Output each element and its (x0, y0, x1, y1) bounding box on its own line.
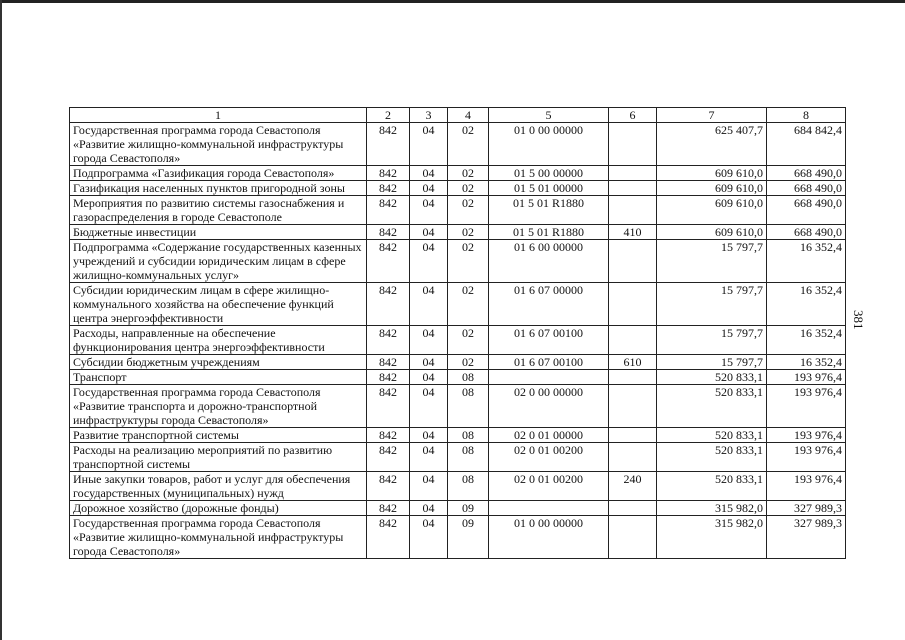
table-row (70, 240, 846, 283)
amount-col-8-cell: 16 352,4 (767, 326, 846, 355)
ministry-code-cell: 842 (367, 240, 410, 283)
expense-type-cell (609, 443, 657, 472)
amount-col-7-cell: 15 797,7 (657, 326, 767, 355)
target-article-cell: 02 0 01 00200 (489, 443, 609, 472)
amount-col-7-cell: 520 833,1 (657, 385, 767, 428)
item-name-cell: Газификация населенных пунктов пригородной зоны (70, 181, 367, 196)
ministry-code-cell: 842 (367, 166, 410, 181)
ministry-code-cell: 842 (367, 370, 410, 385)
item-name-cell: Подпрограмма «Содержание государственных казенных учреждений и субсидии юридическим лицам в сфере жилищно-коммунальных услуг» (70, 240, 367, 283)
amount-col-7-cell: 609 610,0 (657, 181, 767, 196)
ministry-code-cell: 842 (367, 326, 410, 355)
ministry-code-cell: 842 (367, 225, 410, 240)
item-name-cell: Расходы, направленные на обеспечение функционирования центра энергоэффективности (70, 326, 367, 355)
subsection-code-cell: 02 (448, 283, 489, 326)
table-row (70, 326, 846, 355)
table-row (70, 166, 846, 181)
table-row (70, 472, 846, 501)
header-col-4: 4 (448, 108, 489, 123)
subsection-code-cell: 02 (448, 240, 489, 283)
subsection-code-cell: 08 (448, 428, 489, 443)
table-row (70, 428, 846, 443)
item-name-cell: Субсидии юридическим лицам в сфере жилищно-коммунального хозяйства на обеспечение функций центра энергоэффективности (70, 283, 367, 326)
ministry-code-cell: 842 (367, 355, 410, 370)
table-row (70, 225, 846, 240)
expense-type-cell: 410 (609, 225, 657, 240)
amount-col-8-cell: 684 842,4 (767, 123, 846, 166)
section-code-cell: 04 (410, 355, 448, 370)
amount-col-7-cell: 315 982,0 (657, 516, 767, 559)
amount-col-8-cell: 193 976,4 (767, 443, 846, 472)
amount-col-8-cell: 668 490,0 (767, 166, 846, 181)
amount-col-8-cell: 668 490,0 (767, 225, 846, 240)
section-code-cell: 04 (410, 181, 448, 196)
ministry-code-cell: 842 (367, 196, 410, 225)
expense-type-cell (609, 370, 657, 385)
amount-col-8-cell: 16 352,4 (767, 283, 846, 326)
item-name-cell: Дорожное хозяйство (дорожные фонды) (70, 501, 367, 516)
ministry-code-cell: 842 (367, 501, 410, 516)
item-name-cell: Государственная программа города Севастополя «Развитие транспорта и дорожно-транспортной инфраструктуры города Севастополя» (70, 385, 367, 428)
expense-type-cell (609, 166, 657, 181)
item-name-cell: Развитие транспортной системы (70, 428, 367, 443)
header-col-8: 8 (767, 108, 846, 123)
target-article-cell: 01 5 01 00000 (489, 181, 609, 196)
amount-col-7-cell: 609 610,0 (657, 225, 767, 240)
amount-col-8-cell: 327 989,3 (767, 501, 846, 516)
expense-type-cell (609, 516, 657, 559)
expense-type-cell (609, 123, 657, 166)
subsection-code-cell: 02 (448, 181, 489, 196)
ministry-code-cell: 842 (367, 516, 410, 559)
item-name-cell: Иные закупки товаров, работ и услуг для обеспечения государственных (муниципальных) нужд (70, 472, 367, 501)
section-code-cell: 04 (410, 240, 448, 283)
ministry-code-cell: 842 (367, 428, 410, 443)
target-article-cell (489, 370, 609, 385)
amount-col-7-cell: 609 610,0 (657, 166, 767, 181)
section-code-cell: 04 (410, 225, 448, 240)
target-article-cell: 01 5 01 R1880 (489, 225, 609, 240)
amount-col-7-cell: 625 407,7 (657, 123, 767, 166)
target-article-cell: 01 0 00 00000 (489, 516, 609, 559)
subsection-code-cell: 02 (448, 225, 489, 240)
subsection-code-cell: 09 (448, 516, 489, 559)
expense-type-cell (609, 326, 657, 355)
amount-col-7-cell: 520 833,1 (657, 370, 767, 385)
expense-type-cell (609, 240, 657, 283)
target-article-cell: 01 0 00 00000 (489, 123, 609, 166)
item-name-cell: Расходы на реализацию мероприятий по развитию транспортной системы (70, 443, 367, 472)
amount-col-7-cell: 15 797,7 (657, 355, 767, 370)
section-code-cell: 04 (410, 428, 448, 443)
subsection-code-cell: 08 (448, 370, 489, 385)
section-code-cell: 04 (410, 166, 448, 181)
amount-col-7-cell: 15 797,7 (657, 283, 767, 326)
expense-type-cell (609, 501, 657, 516)
table-row (70, 501, 846, 516)
scan-border-top (0, 0, 905, 3)
amount-col-8-cell: 327 989,3 (767, 516, 846, 559)
section-code-cell: 04 (410, 472, 448, 501)
subsection-code-cell: 08 (448, 443, 489, 472)
expense-type-cell (609, 385, 657, 428)
header-col-6: 6 (609, 108, 657, 123)
table-row (70, 385, 846, 428)
table-body (70, 123, 846, 559)
section-code-cell: 04 (410, 385, 448, 428)
amount-col-7-cell: 315 982,0 (657, 501, 767, 516)
target-article-cell: 01 6 07 00100 (489, 355, 609, 370)
target-article-cell: 01 5 00 00000 (489, 166, 609, 181)
ministry-code-cell: 842 (367, 283, 410, 326)
header-col-1: 1 (70, 108, 367, 123)
subsection-code-cell: 02 (448, 355, 489, 370)
target-article-cell (489, 501, 609, 516)
table-row (70, 181, 846, 196)
subsection-code-cell: 08 (448, 385, 489, 428)
ministry-code-cell: 842 (367, 472, 410, 501)
expense-type-cell (609, 283, 657, 326)
table-row (70, 443, 846, 472)
ministry-code-cell: 842 (367, 385, 410, 428)
subsection-code-cell: 02 (448, 123, 489, 166)
expense-type-cell (609, 196, 657, 225)
page-number: 381 (851, 310, 866, 330)
amount-col-7-cell: 520 833,1 (657, 443, 767, 472)
header-col-5: 5 (489, 108, 609, 123)
amount-col-7-cell: 609 610,0 (657, 196, 767, 225)
ministry-code-cell: 842 (367, 443, 410, 472)
expense-type-cell (609, 181, 657, 196)
item-name-cell: Подпрограмма «Газификация города Севастополя» (70, 166, 367, 181)
amount-col-8-cell: 193 976,4 (767, 385, 846, 428)
target-article-cell: 02 0 00 00000 (489, 385, 609, 428)
table-row (70, 283, 846, 326)
expense-type-cell: 240 (609, 472, 657, 501)
table-row (70, 516, 846, 559)
expense-type-cell: 610 (609, 355, 657, 370)
expense-type-cell (609, 428, 657, 443)
table-row (70, 123, 846, 166)
amount-col-8-cell: 668 490,0 (767, 196, 846, 225)
item-name-cell: Мероприятия по развитию системы газоснабжения и газораспределения в городе Севастополе (70, 196, 367, 225)
target-article-cell: 01 5 01 R1880 (489, 196, 609, 225)
section-code-cell: 04 (410, 123, 448, 166)
ministry-code-cell: 842 (367, 123, 410, 166)
subsection-code-cell: 08 (448, 472, 489, 501)
scan-border-left (0, 0, 2, 640)
subsection-code-cell: 09 (448, 501, 489, 516)
budget-table (69, 107, 846, 559)
table-row (70, 355, 846, 370)
target-article-cell: 01 6 07 00100 (489, 326, 609, 355)
amount-col-8-cell: 668 490,0 (767, 181, 846, 196)
item-name-cell: Бюджетные инвестиции (70, 225, 367, 240)
item-name-cell: Транспорт (70, 370, 367, 385)
item-name-cell: Государственная программа города Севастополя «Развитие жилищно-коммунальной инфраструктуры города Севастополя» (70, 123, 367, 166)
amount-col-8-cell: 193 976,4 (767, 370, 846, 385)
ministry-code-cell: 842 (367, 181, 410, 196)
table-row (70, 196, 846, 225)
target-article-cell: 01 6 07 00000 (489, 283, 609, 326)
amount-col-7-cell: 15 797,7 (657, 240, 767, 283)
amount-col-8-cell: 193 976,4 (767, 428, 846, 443)
item-name-cell: Государственная программа города Севастополя «Развитие жилищно-коммунальной инфраструктуры города Севастополя» (70, 516, 367, 559)
subsection-code-cell: 02 (448, 326, 489, 355)
section-code-cell: 04 (410, 443, 448, 472)
header-col-2: 2 (367, 108, 410, 123)
target-article-cell: 02 0 01 00000 (489, 428, 609, 443)
amount-col-8-cell: 16 352,4 (767, 355, 846, 370)
header-col-3: 3 (410, 108, 448, 123)
section-code-cell: 04 (410, 196, 448, 225)
subsection-code-cell: 02 (448, 196, 489, 225)
section-code-cell: 04 (410, 501, 448, 516)
item-name-cell: Субсидии бюджетным учреждениям (70, 355, 367, 370)
section-code-cell: 04 (410, 516, 448, 559)
amount-col-7-cell: 520 833,1 (657, 428, 767, 443)
table-header (70, 108, 846, 123)
target-article-cell: 01 6 00 00000 (489, 240, 609, 283)
section-code-cell: 04 (410, 326, 448, 355)
target-article-cell: 02 0 01 00200 (489, 472, 609, 501)
header-col-7: 7 (657, 108, 767, 123)
amount-col-8-cell: 16 352,4 (767, 240, 846, 283)
section-code-cell: 04 (410, 370, 448, 385)
amount-col-8-cell: 193 976,4 (767, 472, 846, 501)
subsection-code-cell: 02 (448, 166, 489, 181)
amount-col-7-cell: 520 833,1 (657, 472, 767, 501)
section-code-cell: 04 (410, 283, 448, 326)
header-row (70, 108, 846, 123)
table-row (70, 370, 846, 385)
